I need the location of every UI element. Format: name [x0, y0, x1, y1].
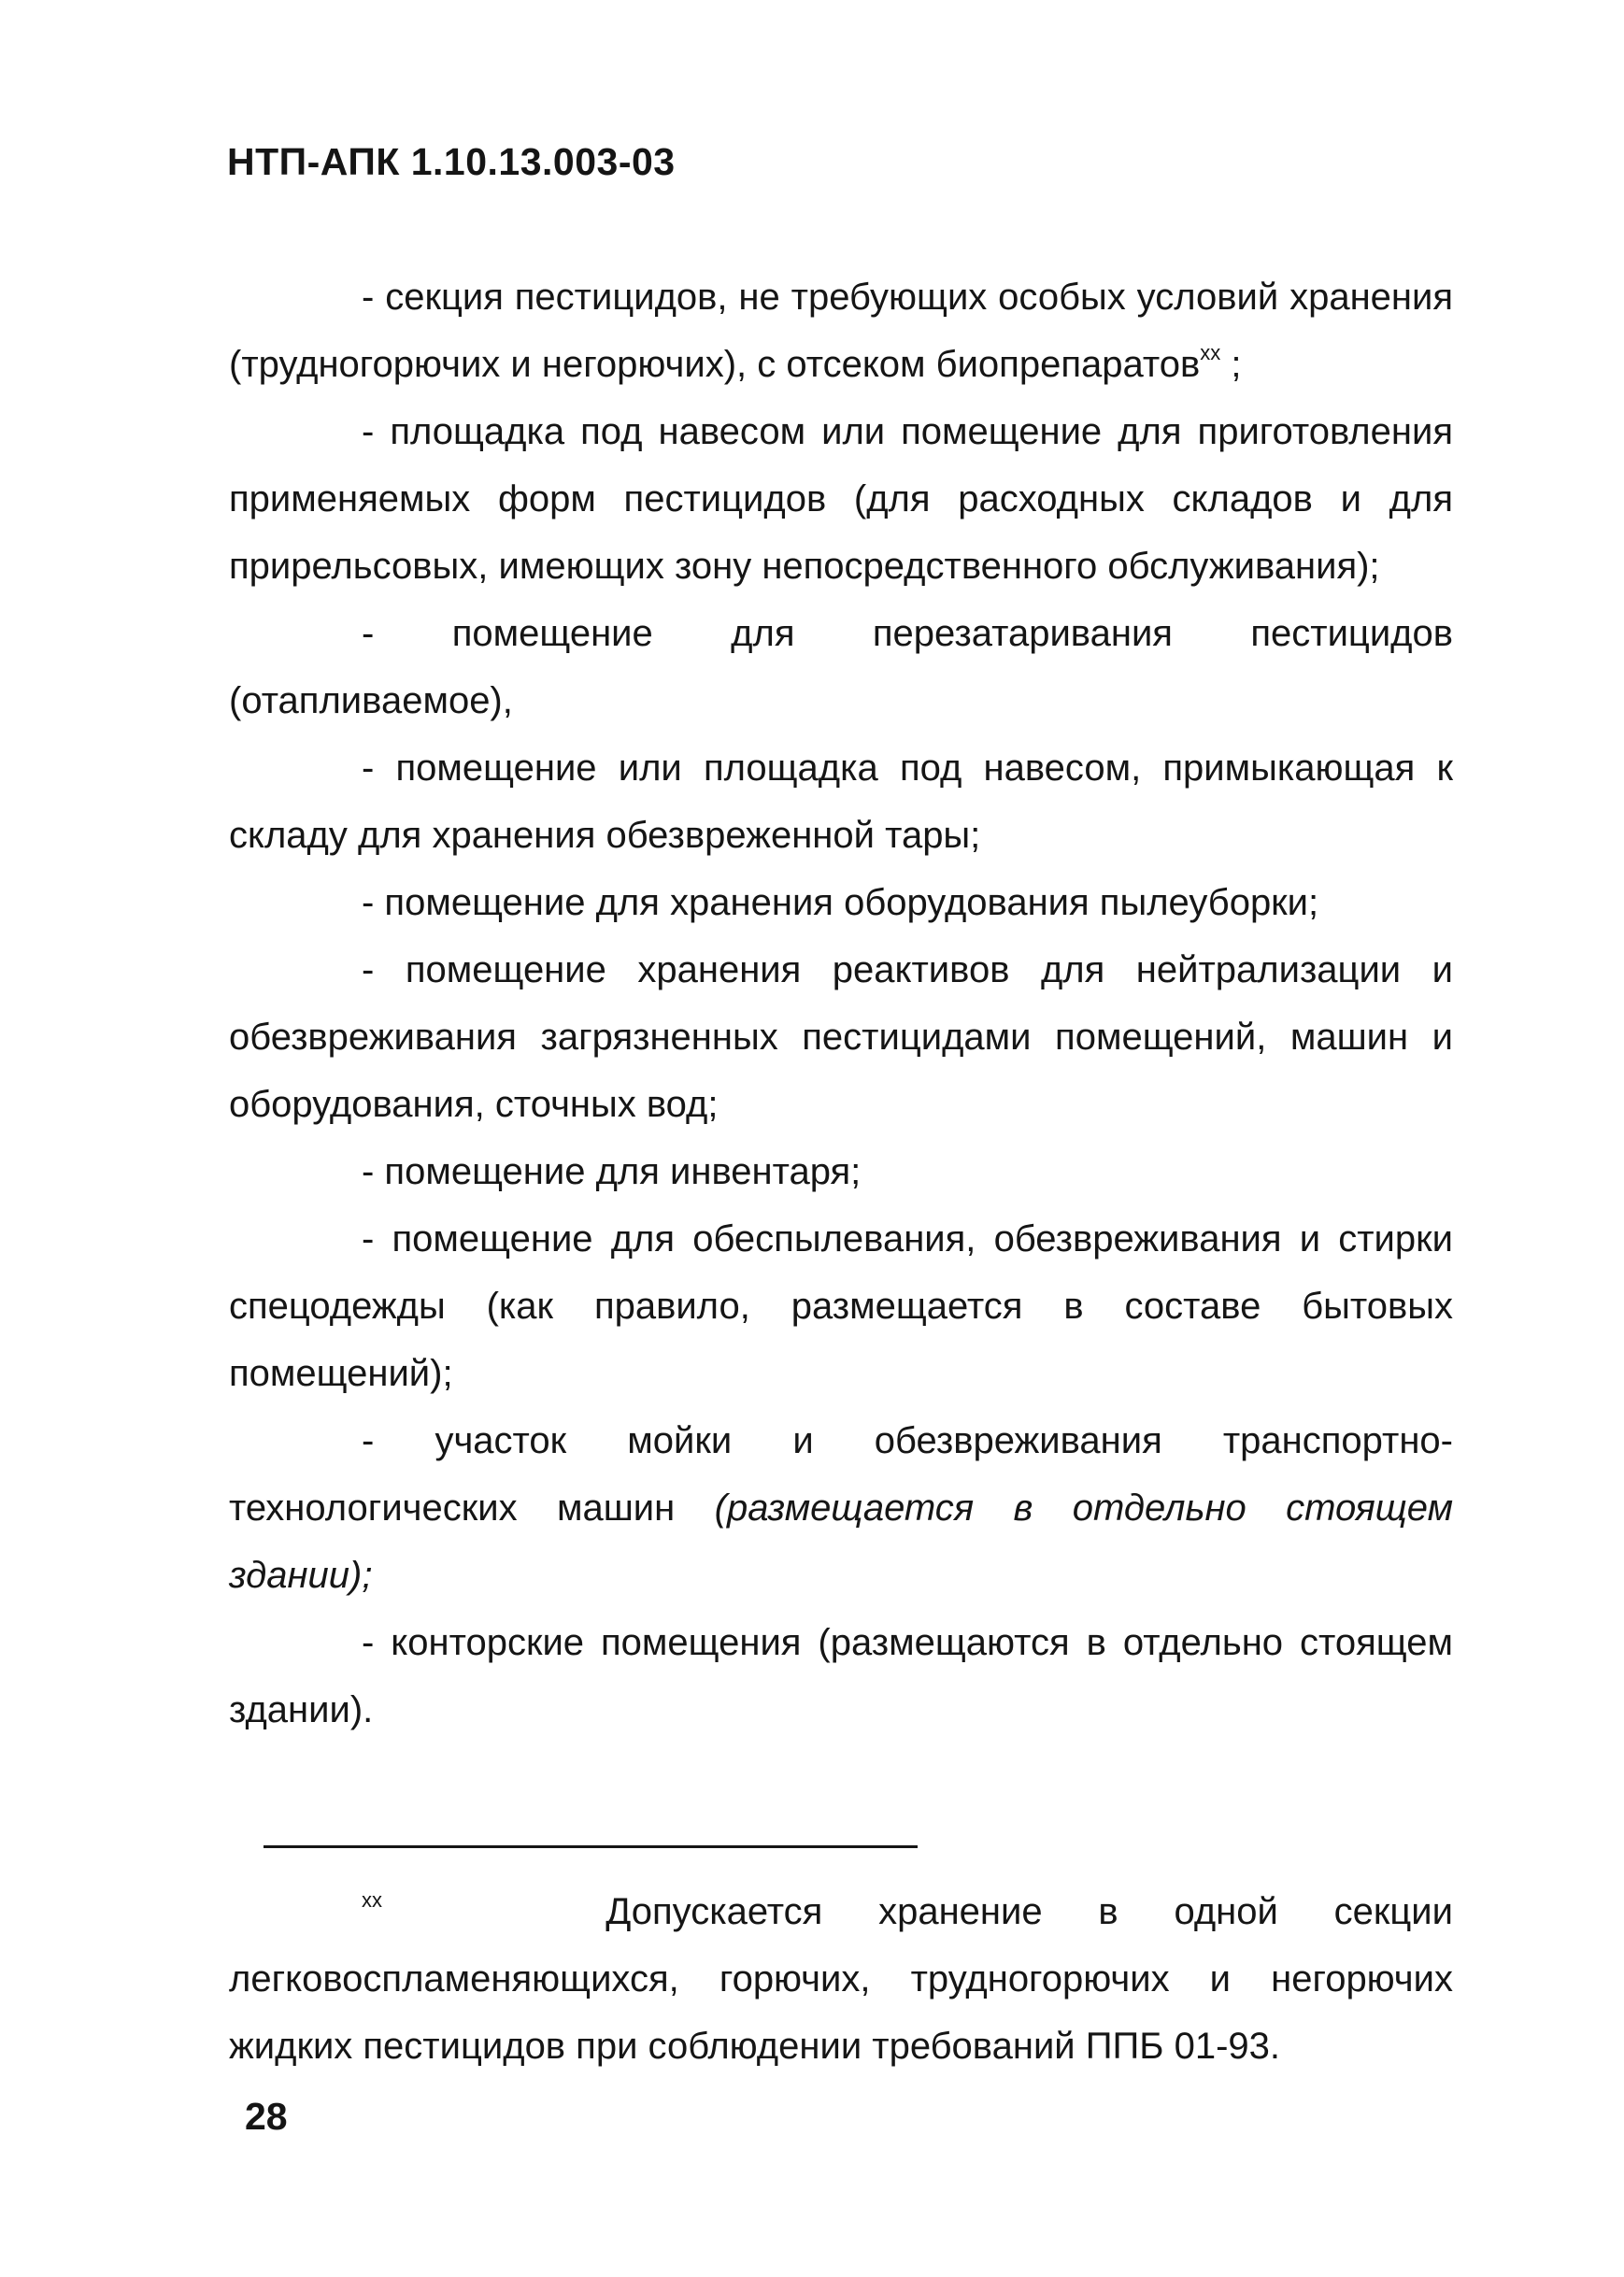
list-item: [229, 600, 1453, 734]
footnote: [229, 1878, 1453, 2080]
list-item-text: - помещение хранения реактивов для нейтрализации и обезвреживания загрязненных пестицидами помещений, машин и оборудования, сточных вод;: [229, 949, 1453, 1125]
list-item: [229, 734, 1453, 869]
list-item: [229, 1205, 1453, 1407]
list-item: [229, 398, 1453, 600]
list-item-text: - помещение для перезатаривания пестицидов (отапливаемое),: [229, 613, 1453, 721]
footnote-text: Допускается хранение в одной секции легковоспламеняющихся, горючих, трудногорючих и негорючих жидких пестицидов при соблюдении требований ППБ 01-93.: [229, 1891, 1453, 2067]
list-item-tail: ;: [1220, 344, 1242, 385]
list-item: [229, 1138, 1453, 1205]
list-item-text: - секция пестицидов, не требующих особых условий хранения (трудногорючих и негорючих), с отсеком биопрепаратов: [229, 277, 1453, 385]
document-code-header: НТП-АПК 1.10.13.003-03: [227, 140, 676, 183]
body-text: [229, 263, 1453, 1743]
list-item: [229, 1407, 1453, 1609]
list-item-text: - помещение для инвентаря;: [362, 1151, 862, 1192]
list-item-text: - помещение для обеспылевания, обезвреживания и стирки спецодежды (как правило, размещается в составе бытовых помещений);: [229, 1218, 1453, 1394]
footnote-divider: [264, 1845, 918, 1848]
list-item-text: - конторские помещения (размещаются в отдельно стоящем здании).: [229, 1622, 1453, 1730]
list-item: [229, 263, 1453, 398]
footnote-reference: xx: [1200, 341, 1221, 364]
list-item-text: - участок мойки и обезвреживания транспортно-технологических машин: [229, 1420, 1453, 1529]
list-item: [229, 869, 1453, 936]
list-item-text: - помещение для хранения оборудования пылеуборки;: [362, 882, 1319, 923]
list-item: [229, 1609, 1453, 1743]
footnote-marker: xx: [362, 1888, 382, 1912]
list-item-text: - помещение или площадка под навесом, примыкающая к складу для хранения обезвреженной тары;: [229, 747, 1453, 856]
list-item-italic-text: (размещается в отдельно стоящем здании);: [229, 1487, 1454, 1596]
list-item-text: - площадка под навесом или помещение для приготовления применяемых форм пестицидов (для расходных складов и для прирельсовых, имеющих зону непосредственного обслуживания);: [229, 411, 1453, 587]
list-item: [229, 936, 1453, 1138]
page-number: 28: [245, 2095, 288, 2138]
